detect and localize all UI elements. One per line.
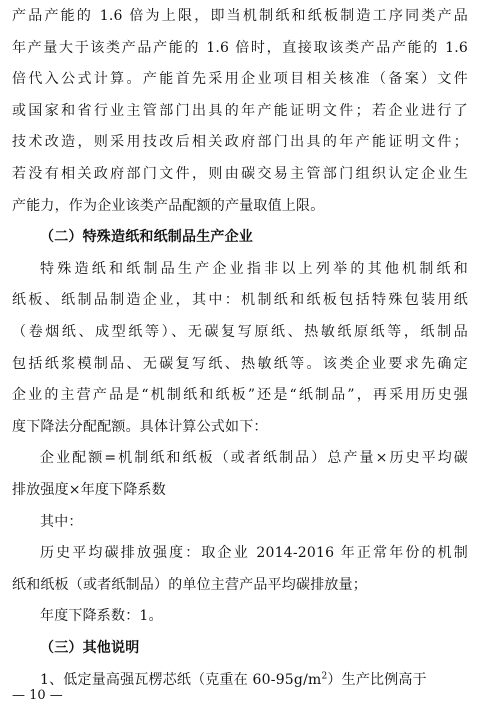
section-heading: （三）其他说明 (40, 640, 140, 656)
paragraph-line: 技术改造，则采用技改后相关政府部门出具的年产能证明文件； (12, 134, 468, 151)
list-item-text: ）生产比例高于 (327, 671, 427, 688)
paragraph-line: 特殊造纸和纸制品生产企业指非以上列举的其他机制纸和 (40, 260, 468, 277)
paragraph-line: 或国家和省行业主管部门出具的年产能证明文件；若企业进行了 (12, 102, 468, 119)
superscript: 2 (321, 670, 328, 681)
paragraph-line: 倍代入公式计算。产能首先采用企业项目相关核准（备案）文件 (12, 71, 468, 88)
paragraph-line: 年产量大于该类产品产能的 1.6 倍时，直接取该类产品产能的 1.6 (12, 39, 468, 56)
paragraph-line: 企业的主营产品是“机制纸和纸板”还是“纸制品”，再采用历史强 (12, 387, 468, 404)
list-item-text: 1、低定量高强瓦楞芯纸（克重在 60-95g/m (40, 671, 322, 688)
paragraph-line: 其中： (40, 513, 83, 530)
section-heading: （二）特殊造纸和纸制品生产企业 (40, 229, 253, 246)
paragraph-line: 年度下降系数：1。 (40, 608, 163, 625)
paragraph-line: 产品产能的 1.6 倍为上限，即当机制纸和纸板制造工序同类产品 (12, 8, 468, 24)
formula-line: 企业配额=机制纸和纸板（或者纸制品）总产量×历史平均碳 (40, 450, 468, 467)
paragraph-line: 度下降法分配配额。具体计算公式如下： (12, 418, 268, 435)
paragraph-line: 产能力，作为企业该类产品配额的产量取值上限。 (12, 197, 325, 214)
paragraph-line: 纸和纸板（或者纸制品）的单位主营产品平均碳排放量； (12, 576, 367, 593)
paragraph-line: 包括纸浆模制品、无碳复写纸、热敏纸等。该类企业要求先确定 (12, 355, 468, 372)
formula-line: 排放强度×年度下降系数 (12, 482, 166, 498)
page-number: — 10 — (12, 688, 63, 703)
paragraph-line: 纸板、纸制品制造企业，其中：机制纸和纸板包括特殊包装用纸 (12, 292, 468, 309)
list-item-line (40, 670, 468, 690)
paragraph-line: 历史平均碳排放强度：取企业 2014-2016 年正常年份的机制 (40, 545, 468, 562)
paragraph-line: （卷烟纸、成型纸等）、无碳复写原纸、热敏纸原纸等，纸制品 (12, 324, 468, 340)
paragraph-line: 若没有相关政府部门文件，则由碳交易主管部门组织认定企业生 (12, 166, 468, 182)
